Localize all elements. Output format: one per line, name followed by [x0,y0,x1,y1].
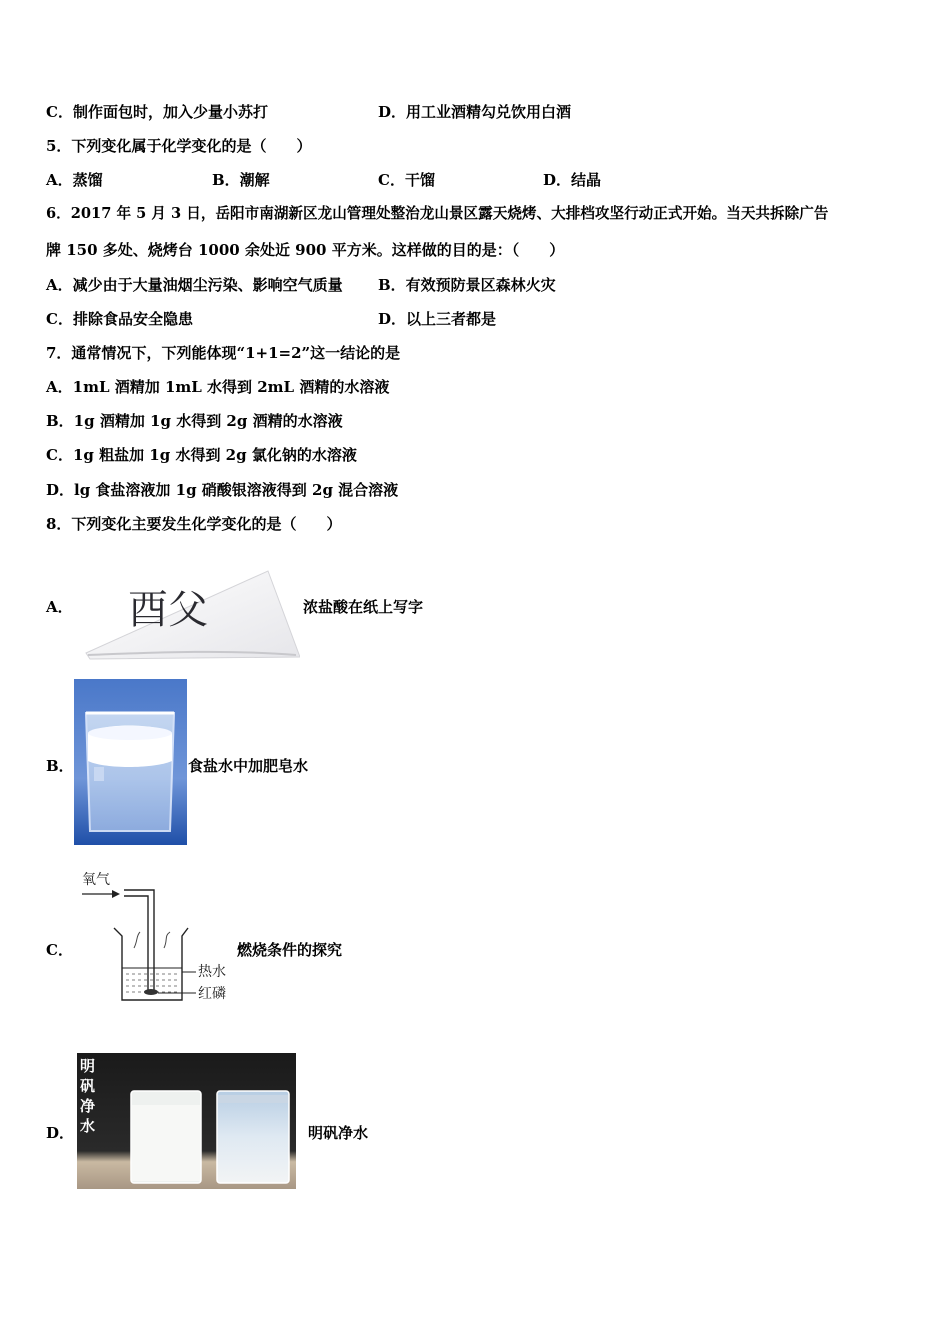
q8-option-c-caption: 燃烧条件的探究 [237,941,343,959]
q6-stem-line1: 6．2017 年 5 月 3 日，岳阳市南湖新区龙山管理处整治龙山景区露天烧烤、大排档攻坚行动正式开始。当天共拆除广告 [46,205,829,222]
q8-option-b-caption: 食盐水中加肥皂水 [188,757,309,775]
q6-option-a: A．减少由于大量油烟尘污染、影响空气质量 [46,276,343,294]
q6-option-b: B．有效预防景区森林火灾 [378,276,556,294]
svg-text:酉父: 酉父 [128,587,208,633]
svg-text:红磷: 红磷 [198,986,226,1002]
alum-water-purification-image [77,1053,296,1189]
q5-option-a: A．蒸馏 [46,171,103,189]
q5-option-c: C．干馏 [378,171,435,189]
svg-text:明: 明 [80,1057,96,1075]
q4-option-c: C．制作面包时，加入少量小苏打 [46,103,268,121]
q4-option-d: D．用工业酒精勾兑饮用白酒 [378,103,572,121]
svg-text:矾: 矾 [80,1077,96,1095]
q6-stem-line2: 牌 150 多处、烧烤台 1000 余处近 900 平方米。这样做的目的是：（ ） [46,241,565,259]
svg-text:氧气: 氧气 [82,872,110,888]
q8-option-a-caption: 浓盐酸在纸上写字 [303,598,424,616]
q7-option-d: D．lg 食盐溶液加 1g 硝酸银溶液得到 2g 混合溶液 [46,481,399,499]
q8-stem: 8．下列变化主要发生化学变化的是（ ） [46,515,342,533]
q8-option-d-caption: 明矾净水 [308,1124,369,1142]
q7-option-a: A．1mL 酒精加 1mL 水得到 2mL 酒精的水溶液 [46,378,390,396]
svg-text:净: 净 [80,1097,96,1115]
q7-stem: 7．通常情况下，下列能体现“1+1=2”这一结论的是 [46,344,401,362]
q6-option-d: D．以上三者都是 [378,310,497,328]
q6-option-c: C．排除食品安全隐患 [46,310,193,328]
paper-writing-image [82,565,300,661]
q7-option-c: C．1g 粗盐加 1g 水得到 2g 氯化钠的水溶液 [46,446,357,464]
q5-stem: 5．下列变化属于化学变化的是（ ） [46,137,312,155]
q8-option-a-label: A． [46,598,73,616]
q5-option-b: B．潮解 [212,171,270,189]
beaker-soap-water-image [74,679,187,845]
q5-option-d: D．结晶 [543,171,602,189]
q8-option-c-label: C． [46,941,73,959]
combustion-apparatus-diagram [78,868,238,1008]
q7-option-b: B．1g 酒精加 1g 水得到 2g 酒精的水溶液 [46,412,343,430]
q8-option-d-label: D． [46,1124,75,1142]
svg-text:热水: 热水 [198,964,226,980]
q8-option-b-label: B． [46,757,74,775]
svg-text:水: 水 [80,1117,96,1135]
